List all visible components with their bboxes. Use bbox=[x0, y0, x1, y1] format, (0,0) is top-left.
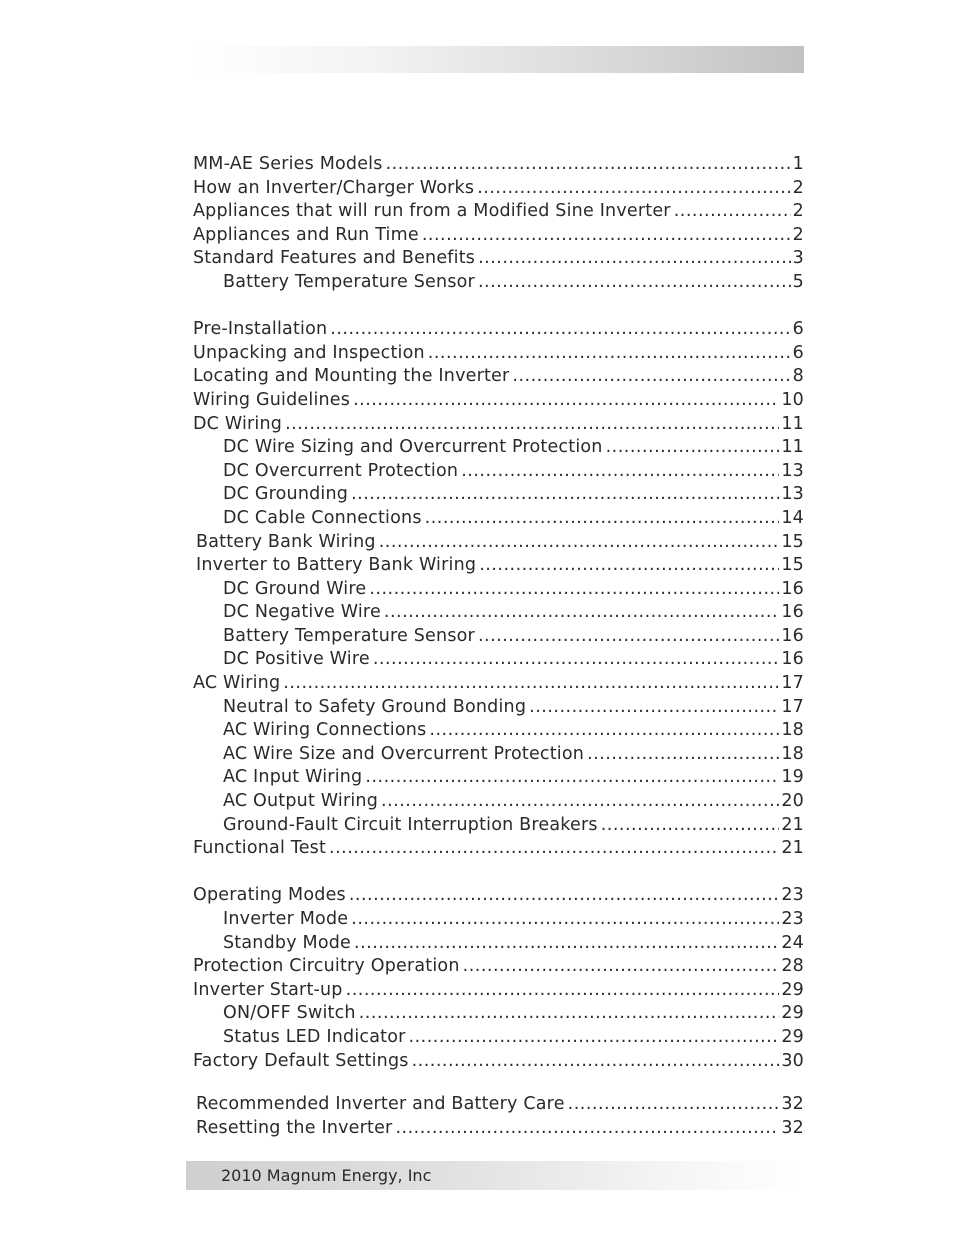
toc-entry-page: 11 bbox=[781, 413, 804, 434]
toc-entry[interactable] bbox=[193, 648, 804, 672]
toc-dot-leader bbox=[384, 601, 779, 625]
toc-entry-title: Factory Default Settings bbox=[193, 1050, 409, 1071]
toc-entry[interactable] bbox=[193, 743, 804, 767]
toc-entry-page: 6 bbox=[792, 342, 804, 363]
toc-entry-title: Functional Test bbox=[193, 838, 327, 859]
toc-entry-title: AC Wiring Connections bbox=[223, 720, 427, 741]
toc-dot-leader bbox=[346, 979, 780, 1003]
toc-entry[interactable] bbox=[193, 271, 804, 295]
toc-dot-leader bbox=[365, 766, 779, 790]
toc-entry-page: 29 bbox=[781, 1026, 804, 1047]
toc-entry[interactable] bbox=[193, 955, 804, 979]
toc-entry-page: 28 bbox=[781, 956, 804, 977]
toc-entry-title: How an Inverter/Charger Works bbox=[193, 177, 475, 198]
toc-dot-leader bbox=[351, 908, 779, 932]
toc-dot-leader bbox=[461, 460, 779, 484]
toc-dot-leader bbox=[428, 342, 791, 366]
toc-dot-leader bbox=[409, 1026, 780, 1050]
toc-dot-leader bbox=[478, 247, 791, 271]
toc-entry-title: Battery Temperature Sensor bbox=[223, 271, 475, 292]
toc-dot-leader bbox=[587, 743, 779, 767]
toc-entry[interactable] bbox=[193, 837, 804, 861]
toc-dot-leader bbox=[381, 790, 779, 814]
toc-entry-title: Standby Mode bbox=[223, 932, 352, 953]
toc-entry[interactable] bbox=[193, 719, 804, 743]
toc-entry-page: 30 bbox=[781, 1050, 804, 1071]
toc-entry[interactable] bbox=[193, 814, 804, 838]
toc-entry-page: 13 bbox=[781, 460, 804, 481]
toc-entry-page: 1 bbox=[792, 154, 804, 174]
toc-entry[interactable] bbox=[193, 531, 804, 555]
toc-dot-leader bbox=[330, 318, 790, 342]
toc-entry-title: AC Input Wiring bbox=[223, 767, 363, 788]
toc-entry[interactable] bbox=[193, 342, 804, 366]
toc-entry-title: ON/OFF Switch bbox=[223, 1003, 356, 1024]
toc-dot-leader bbox=[463, 955, 780, 979]
toc-dot-leader bbox=[529, 696, 779, 720]
toc-entry[interactable] bbox=[193, 932, 804, 956]
toc-entry-page: 8 bbox=[792, 366, 804, 387]
toc-entry-page: 16 bbox=[781, 649, 804, 670]
toc-entry-title: Unpacking and Inspection bbox=[193, 342, 425, 363]
toc-entry[interactable] bbox=[193, 1050, 804, 1074]
toc-entry-page: 14 bbox=[781, 507, 804, 528]
toc-entry[interactable] bbox=[193, 766, 804, 790]
toc-entry-page: 20 bbox=[781, 791, 804, 812]
toc-entry-title: Operating Modes bbox=[193, 885, 346, 906]
toc-entry-title: Wiring Guidelines bbox=[193, 389, 351, 410]
toc-entry-title: DC Cable Connections bbox=[223, 507, 422, 528]
toc-entry-page: 2 bbox=[792, 177, 804, 198]
toc-entry[interactable] bbox=[193, 483, 804, 507]
toc-entry-title: Inverter to Battery Bank Wiring bbox=[196, 555, 477, 576]
toc-dot-leader bbox=[349, 884, 779, 908]
toc-dot-leader bbox=[601, 814, 780, 838]
toc-entry[interactable] bbox=[193, 365, 804, 389]
toc-entry-title: Appliances and Run Time bbox=[193, 224, 419, 245]
toc-entry-title: Appliances that will run from a Modified Sine Inverter bbox=[193, 201, 671, 222]
toc-entry[interactable] bbox=[193, 247, 804, 271]
toc-entry-title: Protection Circuitry Operation bbox=[193, 956, 460, 977]
toc-dot-leader bbox=[412, 1050, 780, 1074]
toc-entry-page: 32 bbox=[781, 1117, 804, 1138]
toc-entry[interactable] bbox=[193, 672, 804, 696]
toc-entry[interactable] bbox=[193, 460, 804, 484]
toc-entry[interactable] bbox=[193, 153, 804, 177]
toc-entry-title: Battery Bank Wiring bbox=[196, 531, 376, 552]
toc-entry-title: DC Positive Wire bbox=[223, 649, 370, 670]
toc-dot-leader bbox=[479, 554, 779, 578]
toc-entry[interactable] bbox=[193, 1026, 804, 1050]
toc-entry-page: 16 bbox=[781, 625, 804, 646]
toc-entry-title: Battery Temperature Sensor bbox=[223, 625, 475, 646]
toc-entry[interactable] bbox=[193, 908, 804, 932]
toc-entry-title: DC Negative Wire bbox=[223, 602, 381, 623]
toc-entry-title: DC Wire Sizing and Overcurrent Protection bbox=[223, 437, 603, 458]
toc-entry-page: 13 bbox=[781, 484, 804, 505]
footer-copyright: 2010 Magnum Energy, Inc bbox=[221, 1166, 432, 1185]
toc-entry-title: Ground-Fault Circuit Interruption Breakers bbox=[223, 814, 598, 835]
toc-entry[interactable] bbox=[193, 1093, 804, 1117]
toc-entry-page: 19 bbox=[781, 767, 804, 788]
toc-dot-leader bbox=[395, 1117, 779, 1141]
toc-entry-page: 23 bbox=[781, 909, 804, 929]
toc-entry-page: 18 bbox=[781, 743, 804, 764]
toc-entry-page: 23 bbox=[781, 885, 804, 906]
toc-dot-leader bbox=[568, 1093, 780, 1117]
toc-entry-page: 3 bbox=[792, 248, 804, 269]
toc-entry-page: 24 bbox=[781, 932, 804, 953]
toc-entry-page: 15 bbox=[781, 555, 804, 576]
toc-entry-page: 6 bbox=[792, 319, 804, 340]
toc-entry-title: Resetting the Inverter bbox=[196, 1117, 393, 1138]
toc-entry-page: 21 bbox=[781, 838, 804, 859]
toc-entry[interactable] bbox=[193, 436, 804, 460]
toc-entry-title: MM-AE Series Models bbox=[193, 154, 383, 174]
toc-entry[interactable] bbox=[193, 790, 804, 814]
toc-entry[interactable] bbox=[193, 979, 804, 1003]
toc-entry[interactable] bbox=[193, 177, 804, 201]
toc-entry-page: 2 bbox=[792, 201, 804, 222]
toc-dot-leader bbox=[369, 578, 779, 602]
toc-entry-page: 18 bbox=[781, 720, 804, 741]
toc-entry-title: Inverter Start-up bbox=[193, 979, 343, 1000]
toc-entry[interactable] bbox=[193, 554, 804, 578]
toc-dot-leader bbox=[359, 1002, 780, 1026]
toc-entry-title: DC Grounding bbox=[223, 484, 349, 505]
toc-entry-page: 17 bbox=[781, 696, 804, 717]
toc-entry-title: Neutral to Safety Ground Bonding bbox=[223, 696, 527, 717]
toc-entry-title: DC Wiring bbox=[193, 413, 283, 434]
toc-entry-title: DC Ground Wire bbox=[223, 578, 367, 599]
toc-entry-title: Status LED Indicator bbox=[223, 1026, 406, 1047]
toc-entry[interactable] bbox=[193, 884, 804, 908]
toc-entry-page: 21 bbox=[781, 814, 804, 835]
toc-entry[interactable] bbox=[193, 578, 804, 602]
table-of-contents bbox=[193, 153, 804, 1140]
toc-dot-leader bbox=[429, 719, 779, 743]
toc-entry[interactable] bbox=[193, 200, 804, 224]
toc-entry-page: 32 bbox=[781, 1094, 804, 1115]
toc-entry[interactable] bbox=[193, 507, 804, 531]
toc-entry[interactable] bbox=[193, 696, 804, 720]
toc-dot-leader bbox=[478, 271, 791, 295]
toc-entry-page: 11 bbox=[781, 437, 804, 458]
toc-dot-leader bbox=[373, 648, 779, 672]
toc-entry[interactable] bbox=[193, 318, 804, 342]
toc-dot-leader bbox=[379, 531, 780, 555]
toc-entry-title: Pre-Installation bbox=[193, 319, 328, 340]
toc-entry[interactable] bbox=[193, 1117, 804, 1141]
toc-entry-page: 10 bbox=[781, 389, 804, 410]
footer-bar bbox=[186, 1161, 804, 1190]
toc-dot-leader bbox=[354, 932, 779, 956]
toc-dot-leader bbox=[386, 153, 791, 177]
toc-dot-leader bbox=[285, 413, 779, 437]
toc-dot-leader bbox=[512, 365, 790, 389]
toc-dot-leader bbox=[606, 436, 780, 460]
toc-dot-leader bbox=[674, 200, 791, 224]
toc-entry-page: 15 bbox=[781, 531, 804, 552]
toc-entry[interactable] bbox=[193, 601, 804, 625]
toc-entry[interactable] bbox=[193, 625, 804, 649]
toc-dot-leader bbox=[478, 625, 779, 649]
toc-entry-title: Inverter Mode bbox=[223, 909, 349, 929]
toc-entry-page: 29 bbox=[781, 979, 804, 1000]
toc-dot-leader bbox=[353, 389, 779, 413]
toc-dot-leader bbox=[329, 837, 779, 861]
toc-dot-leader bbox=[477, 177, 790, 201]
toc-entry-page: 16 bbox=[781, 578, 804, 599]
toc-entry-title: AC Wire Size and Overcurrent Protection bbox=[223, 743, 585, 764]
toc-entry[interactable] bbox=[193, 224, 804, 248]
toc-entry-title: DC Overcurrent Protection bbox=[223, 460, 459, 481]
toc-entry-title: Locating and Mounting the Inverter bbox=[193, 366, 510, 387]
toc-dot-leader bbox=[283, 672, 779, 696]
toc-dot-leader bbox=[422, 224, 791, 248]
toc-entry-page: 29 bbox=[781, 1003, 804, 1024]
toc-entry[interactable] bbox=[193, 413, 804, 437]
toc-entry-title: AC Output Wiring bbox=[223, 791, 379, 812]
toc-dot-leader bbox=[351, 483, 779, 507]
toc-entry-title: Recommended Inverter and Battery Care bbox=[196, 1094, 565, 1115]
toc-entry[interactable] bbox=[193, 1002, 804, 1026]
toc-entry-page: 2 bbox=[792, 224, 804, 245]
toc-entry-title: Standard Features and Benefits bbox=[193, 248, 476, 269]
toc-dot-leader bbox=[425, 507, 780, 531]
toc-entry-page: 16 bbox=[781, 602, 804, 623]
toc-entry[interactable] bbox=[193, 389, 804, 413]
toc-entry-page: 17 bbox=[781, 673, 804, 694]
toc-entry-title: AC Wiring bbox=[193, 673, 281, 694]
header-bar bbox=[190, 46, 804, 73]
toc-entry-page: 5 bbox=[792, 271, 804, 292]
